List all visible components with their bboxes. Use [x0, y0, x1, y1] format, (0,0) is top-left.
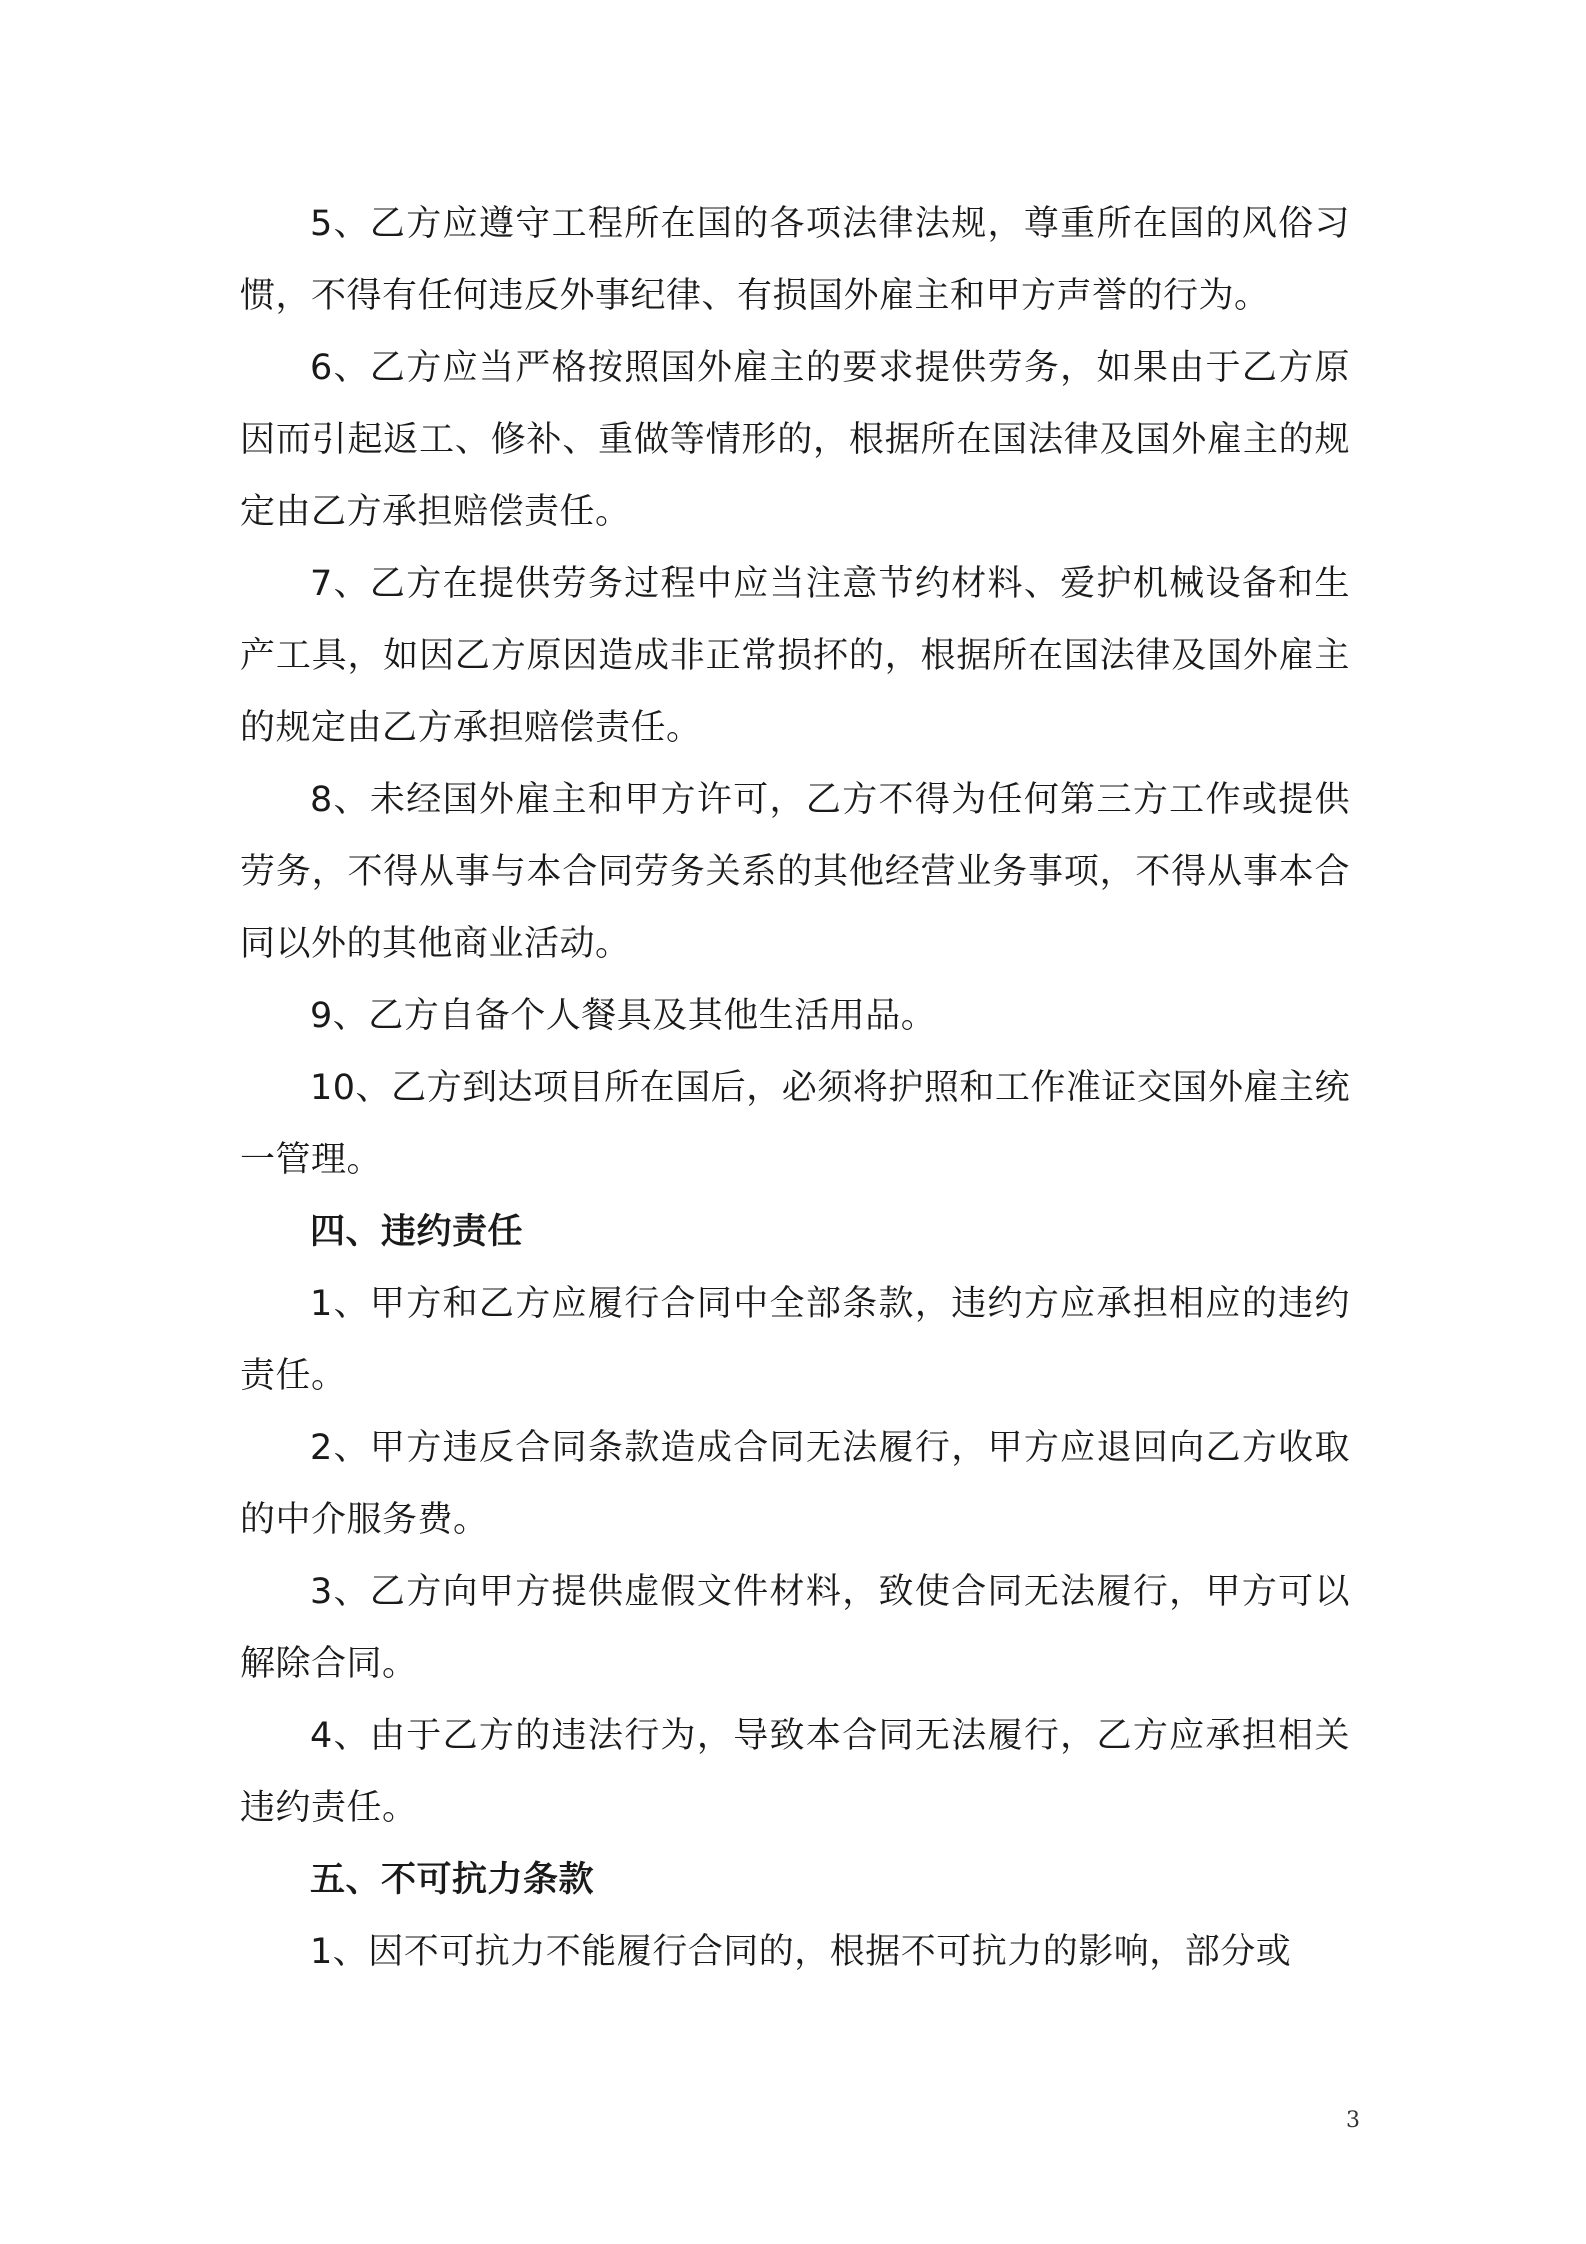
page-number: 3: [1346, 2108, 1360, 2133]
breach-clause-2: 2、甲方违反合同条款造成合同无法履行，甲方应退回向乙方收取的中介服务费。: [240, 1428, 1350, 1540]
clause-7: 7、乙方在提供劳务过程中应当注意节约材料、爱护机械设备和生产工具，如因乙方原因造成非正常损抔的，根据所在国法律及国外雇主的规定由乙方承担赔偿责任。: [240, 564, 1350, 748]
clause-9: 9、乙方自备个人餐具及其他生活用品。: [310, 996, 937, 1036]
clause-10: 10、乙方到达项目所在国后，必须将护照和工作准证交国外雇主统一管理。: [240, 1068, 1350, 1180]
section-heading-breach-liability: 四、违约责任: [310, 1212, 524, 1252]
clause-5: 5、乙方应遵守工程所在国的各项法律法规，尊重所在国的风俗习惯，不得有任何违反外事纪律、有损国外雇主和甲方声誉的行为。: [240, 204, 1350, 316]
breach-clause-1: 1、甲方和乙方应履行合同中全部条款，违约方应承担相应的违约责任。: [240, 1284, 1350, 1396]
document-body: [240, 188, 1350, 1988]
section-heading-force-majeure: 五、不可抗力条款: [310, 1860, 595, 1900]
clause-8: 8、未经国外雇主和甲方许可，乙方不得为任何第三方工作或提供劳务，不得从事与本合同劳务关系的其他经营业务事项，不得从事本合同以外的其他商业活动。: [240, 780, 1350, 964]
breach-clause-4: 4、由于乙方的违法行为，导致本合同无法履行，乙方应承担相关违约责任。: [240, 1716, 1350, 1828]
clause-6: 6、乙方应当严格按照国外雇主的要求提供劳务，如果由于乙方原因而引起返工、修补、重做等情形的，根据所在国法律及国外雇主的规定由乙方承担赔偿责任。: [240, 348, 1350, 532]
breach-clause-3: 3、乙方向甲方提供虚假文件材料，致使合同无法履行，甲方可以解除合同。: [240, 1572, 1350, 1684]
force-majeure-clause-1: 1、因不可抗力不能履行合同的，根据不可抗力的影响，部分或: [310, 1932, 1292, 1972]
